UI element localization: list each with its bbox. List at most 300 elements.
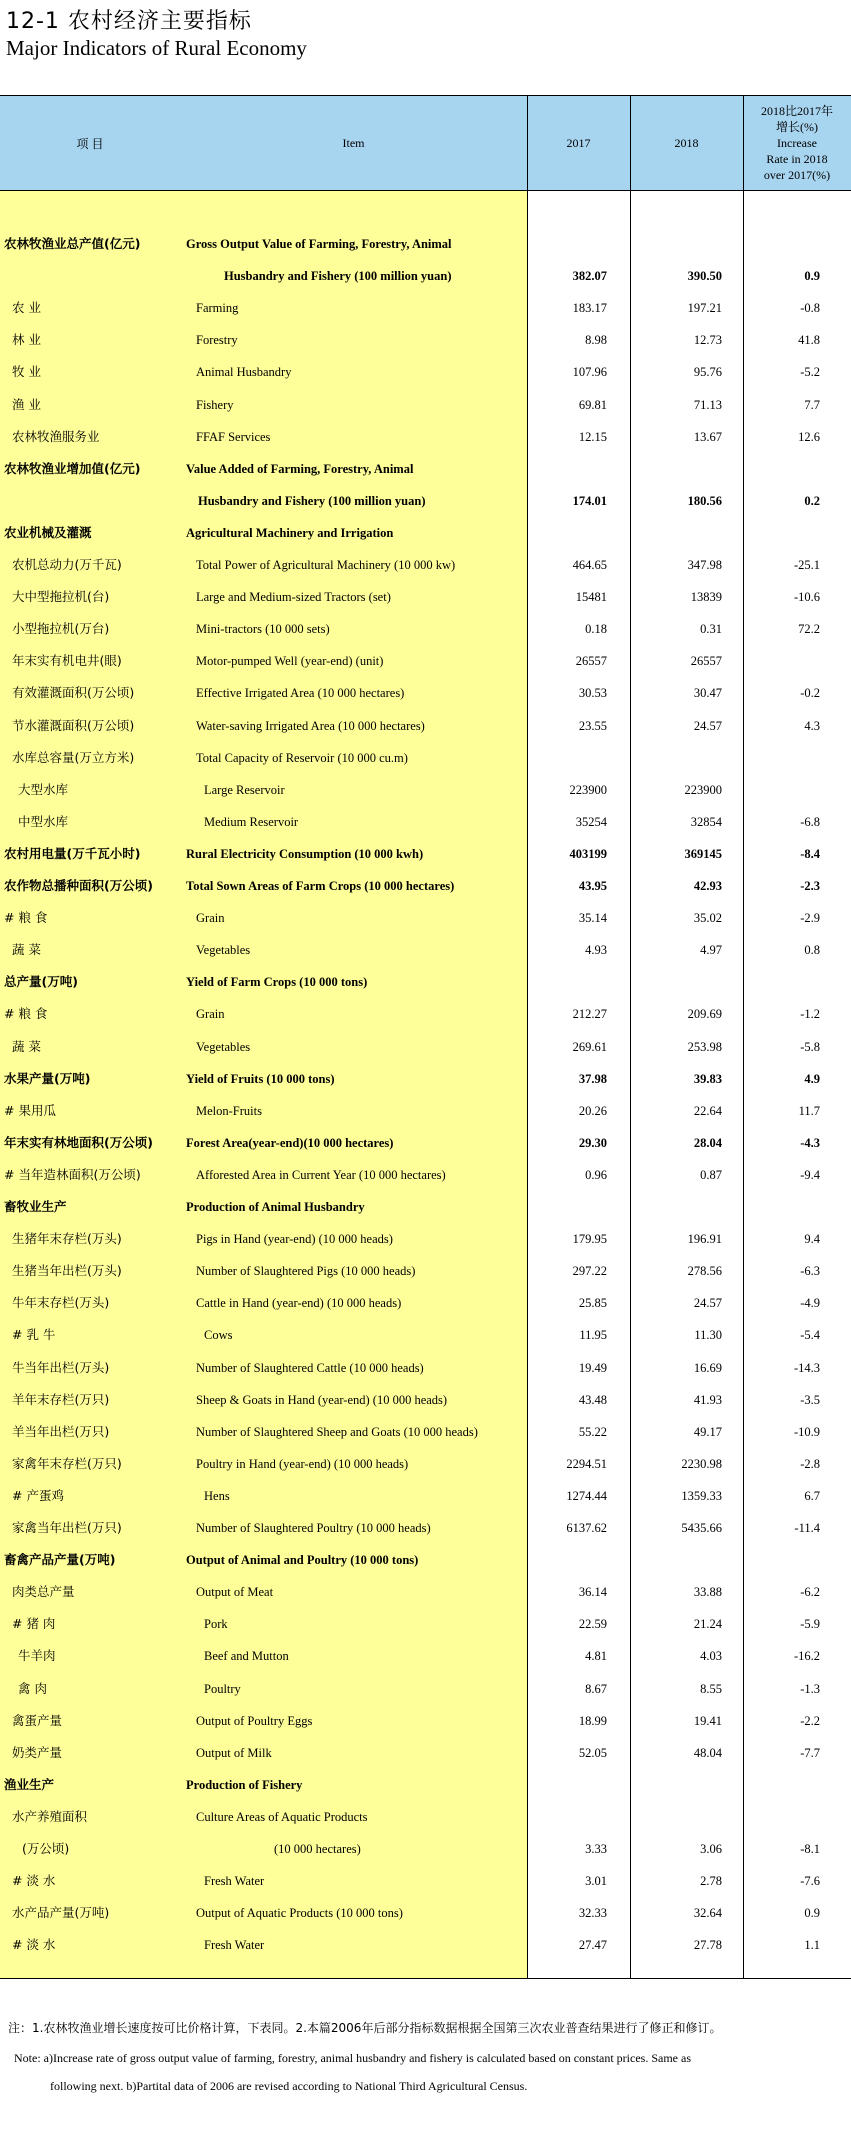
row-label-en: Total Capacity of Reservoir (10 000 cu.m) <box>196 750 408 765</box>
value-2017: 297.22 <box>572 1264 607 1279</box>
value-growth-rate: 41.8 <box>798 333 820 348</box>
value-growth-rate: -1.3 <box>800 1681 820 1696</box>
value-2018: 13.67 <box>693 429 722 444</box>
value-2018: 3.06 <box>700 1842 722 1856</box>
note-en-line2: following next. b)Partital data of 2006 are revised according to National Third Agricultural Census. <box>50 2079 528 2093</box>
value-growth-rate: 0.2 <box>804 493 820 508</box>
table-row <box>0 1159 851 1191</box>
value-growth-rate: -16.2 <box>793 1649 820 1664</box>
value-2017: 11.95 <box>579 1328 607 1343</box>
table-row <box>0 934 851 966</box>
table-row <box>0 677 851 709</box>
value-2017: 3.01 <box>585 1874 607 1889</box>
value-growth-rate: -8.4 <box>800 846 820 861</box>
row-label-en: Sheep & Goats in Hand (year-end) (10 000 heads) <box>196 1392 448 1407</box>
row-label-en: FFAF Services <box>196 429 271 444</box>
row-label-en: Pigs in Hand (year-end) (10 000 heads) <box>196 1232 393 1247</box>
row-label-en: Number of Slaughtered Pigs (10 000 heads) <box>196 1264 416 1279</box>
row-label-cn: # 粮 食 <box>4 910 48 926</box>
value-2018: 8.55 <box>700 1681 722 1696</box>
value-growth-rate: -5.2 <box>800 365 820 380</box>
value-growth-rate: -10.9 <box>793 1424 820 1439</box>
row-label-cn: 节水灌溉面积(万公顷) <box>12 717 135 733</box>
note-cn: 注：1.农林牧渔业增长速度按可比价格计算，下表同。2.本篇2006年后部分指标数据根据全国第三次农业普查结果进行了修正和修订。 <box>8 2021 722 2035</box>
value-2017: 52.05 <box>578 1745 607 1760</box>
value-growth-rate: -25.1 <box>793 558 820 572</box>
value-2018: 30.47 <box>693 686 722 701</box>
row-label-cn: # 果用瓜 <box>4 1102 56 1118</box>
row-label-cn: 水果产量(万吨) <box>4 1070 91 1086</box>
value-growth-rate <box>743 774 820 806</box>
value-growth-rate: 4.9 <box>804 1071 820 1086</box>
row-label-en: Forestry <box>196 333 238 348</box>
row-label-en: Pork <box>204 1617 228 1632</box>
value-2018 <box>630 1191 722 1223</box>
value-growth-rate <box>743 517 820 549</box>
value-2018: 2230.98 <box>681 1456 722 1471</box>
row-label-cn: 家禽当年出栏(万只) <box>12 1520 122 1535</box>
row-label-cn: # 淡 水 <box>12 1937 56 1953</box>
row-label-en: Vegetables <box>196 943 251 958</box>
row-label-en: Total Sown Areas of Farm Crops (10 000 hectares) <box>186 879 455 893</box>
row-label-cn: 水产品产量(万吨) <box>12 1905 110 1921</box>
table-row <box>0 613 851 645</box>
value-2018: 0.31 <box>700 622 722 637</box>
value-growth-rate: 72.2 <box>798 622 820 637</box>
row-label-en: Motor-pumped Well (year-end) (unit) <box>196 654 384 669</box>
value-2018: 197.21 <box>687 301 722 316</box>
row-label-cn: 渔 业 <box>12 396 41 412</box>
value-2017 <box>527 453 607 485</box>
row-label-en: Husbandry and Fishery (100 million yuan) <box>224 269 452 284</box>
value-2017 <box>527 517 607 549</box>
value-growth-rate: -7.6 <box>800 1874 820 1889</box>
value-2018: 0.87 <box>700 1167 722 1182</box>
value-2017: 36.14 <box>578 1585 607 1600</box>
table-row <box>0 485 851 517</box>
table-row <box>0 421 851 453</box>
value-growth-rate <box>743 228 820 260</box>
header-item-cn: 项 目 <box>76 136 104 151</box>
table-row <box>0 1865 851 1897</box>
row-label-cn: 生猪年末存栏(万头) <box>12 1231 122 1247</box>
table-row <box>0 581 851 613</box>
value-2018: 28.04 <box>693 1135 722 1150</box>
value-2018: 39.83 <box>693 1071 722 1086</box>
value-2018: 4.97 <box>700 943 722 958</box>
value-2017 <box>527 1191 607 1223</box>
value-2017: 69.81 <box>578 397 607 412</box>
table-row <box>0 1448 851 1480</box>
value-2017: 23.55 <box>578 718 607 733</box>
row-label-en: Afforested Area in Current Year (10 000 hectares) <box>196 1167 446 1182</box>
table-row <box>0 1576 851 1608</box>
column-divider <box>743 96 744 190</box>
row-label-cn: 奶类产量 <box>12 1744 63 1760</box>
value-2017: 55.22 <box>578 1424 607 1439</box>
value-2017: 183.17 <box>572 301 607 316</box>
value-2018: 223900 <box>684 782 722 797</box>
row-label-cn: 生猪当年出栏(万头) <box>12 1263 122 1279</box>
value-2017: 212.27 <box>572 1007 607 1022</box>
value-2017: 223900 <box>569 782 607 797</box>
table-row <box>0 1352 851 1384</box>
row-label-en: Total Power of Agricultural Machinery (10 000 kw) <box>196 558 456 572</box>
row-label-en: Culture Areas of Aquatic Products <box>196 1809 368 1824</box>
value-2017: 464.65 <box>572 558 607 572</box>
value-growth-rate: 11.7 <box>798 1103 820 1118</box>
value-growth-rate: -6.8 <box>800 814 820 829</box>
row-label-cn: # 产蛋鸡 <box>12 1487 64 1503</box>
header-rate-line: over 2017(%) <box>763 168 831 182</box>
value-2018: 21.24 <box>693 1617 722 1632</box>
value-2018: 209.69 <box>687 1007 722 1022</box>
value-growth-rate: -11.4 <box>794 1521 820 1535</box>
value-2017: 30.53 <box>578 686 607 701</box>
header-rate-line: 2018比2017年 <box>760 104 833 118</box>
value-2017: 6137.62 <box>566 1521 607 1535</box>
table-row <box>0 1673 851 1705</box>
table-row <box>0 1801 851 1833</box>
row-label-cn: 牧 业 <box>12 364 41 380</box>
table-row <box>0 1287 851 1319</box>
row-label-en: Animal Husbandry <box>196 365 292 380</box>
row-label-cn: 羊年末存栏(万只) <box>12 1391 110 1407</box>
row-label-cn: 林 业 <box>12 332 41 348</box>
row-label-cn: 牛羊肉 <box>18 1648 56 1664</box>
row-label-en: Effective Irrigated Area (10 000 hectares) <box>196 686 405 701</box>
value-2017: 107.96 <box>572 365 607 380</box>
value-2018: 196.91 <box>687 1232 722 1247</box>
value-2018: 24.57 <box>693 718 722 733</box>
row-label-cn: 家禽年末存栏(万只) <box>12 1455 122 1471</box>
row-label-cn: 农机总动力(万千瓦) <box>12 557 122 572</box>
value-2018: 41.93 <box>693 1392 722 1407</box>
value-growth-rate: -2.8 <box>800 1456 820 1471</box>
value-2018: 278.56 <box>687 1264 722 1279</box>
value-2018: 32.64 <box>693 1906 722 1921</box>
table-row <box>0 902 851 934</box>
row-label-en: Output of Aquatic Products (10 000 tons) <box>196 1906 403 1921</box>
row-label-cn: 农业机械及灌溉 <box>4 524 92 540</box>
value-2017: 26557 <box>575 654 607 669</box>
indicators-table <box>0 95 851 1979</box>
value-2017 <box>527 228 607 260</box>
value-2017: 18.99 <box>578 1713 607 1728</box>
table-row <box>0 1127 851 1159</box>
table-row <box>0 645 851 677</box>
row-label-en: Output of Milk <box>196 1745 272 1760</box>
value-2017 <box>527 966 607 998</box>
value-2018: 49.17 <box>693 1424 722 1439</box>
table-header <box>0 95 851 191</box>
row-label-cn: 年末实有机电井(眼) <box>12 653 122 669</box>
row-label-en: Gross Output Value of Farming, Forestry, Animal <box>186 237 452 251</box>
row-label-en: Fishery <box>196 397 234 412</box>
value-2017: 12.15 <box>578 429 607 444</box>
value-growth-rate: -0.2 <box>800 686 820 701</box>
value-growth-rate: 12.6 <box>798 429 820 444</box>
value-growth-rate: 4.3 <box>804 718 820 733</box>
row-label-en: Husbandry and Fishery (100 million yuan) <box>198 493 426 508</box>
row-label-en: Output of Animal and Poultry (10 000 tons) <box>186 1553 419 1568</box>
row-label-en: Rural Electricity Consumption (10 000 kwh) <box>186 846 424 861</box>
value-growth-rate: -9.4 <box>800 1167 820 1182</box>
row-label-en: Grain <box>196 1007 225 1022</box>
value-2018: 24.57 <box>693 1296 722 1311</box>
table-row <box>0 1384 851 1416</box>
row-label-cn: 水产养殖面积 <box>12 1808 88 1824</box>
value-growth-rate: 0.9 <box>804 269 820 284</box>
table-row <box>0 1640 851 1672</box>
table-row <box>0 1897 851 1929</box>
value-2017 <box>527 1544 607 1576</box>
row-label-en: Yield of Fruits (10 000 tons) <box>186 1071 335 1086</box>
table-row <box>0 966 851 998</box>
row-label-en: Agricultural Machinery and Irrigation <box>186 525 394 540</box>
value-2017: 8.98 <box>585 333 607 348</box>
table-row <box>0 742 851 774</box>
table-row <box>0 1512 851 1544</box>
value-growth-rate <box>743 645 820 677</box>
table-row <box>0 517 851 549</box>
table-row <box>0 1544 851 1576</box>
row-label-en: Water-saving Irrigated Area (10 000 hectares) <box>196 718 425 733</box>
table-row <box>0 1416 851 1448</box>
row-label-cn: 农村用电量(万千瓦小时) <box>4 845 141 861</box>
header-2018: 2018 <box>674 135 699 150</box>
value-growth-rate: -10.6 <box>793 590 820 605</box>
table-row <box>0 1705 851 1737</box>
table-row <box>0 324 851 356</box>
value-growth-rate: -6.2 <box>800 1585 820 1600</box>
page-title-en: Major Indicators of Rural Economy <box>6 36 307 60</box>
row-label-cn: 农作物总播种面积(万公顷) <box>4 878 153 893</box>
value-2018: 1359.33 <box>681 1488 722 1503</box>
table-row <box>0 998 851 1030</box>
row-label-cn: 牛当年出栏(万头) <box>12 1359 110 1375</box>
table-row <box>0 549 851 581</box>
value-2017: 0.96 <box>585 1167 607 1182</box>
table-row <box>0 389 851 421</box>
row-label-en: Poultry <box>204 1681 241 1696</box>
row-label-en: Number of Slaughtered Poultry (10 000 heads) <box>196 1521 431 1535</box>
value-2017: 15481 <box>575 590 607 605</box>
table-row <box>0 1223 851 1255</box>
row-label-en: Mini-tractors (10 000 sets) <box>196 622 330 637</box>
row-label-en: Farming <box>196 301 239 316</box>
value-2017: 8.67 <box>585 1681 607 1696</box>
value-2017: 3.33 <box>585 1842 607 1856</box>
row-label-en: Production of Animal Husbandry <box>186 1200 365 1214</box>
header-growth-rate <box>743 96 851 190</box>
value-growth-rate: -6.3 <box>800 1264 820 1279</box>
row-label-en: Yield of Farm Crops (10 000 tons) <box>186 975 368 990</box>
value-2018 <box>630 453 722 485</box>
column-divider <box>630 96 631 190</box>
row-label-cn: 小型拖拉机(万台) <box>12 621 110 637</box>
value-2017 <box>527 1769 607 1801</box>
table-row <box>0 1737 851 1769</box>
value-growth-rate <box>743 1191 820 1223</box>
value-2017: 1274.44 <box>566 1488 607 1503</box>
row-label-en: Number of Slaughtered Sheep and Goats (10 000 heads) <box>196 1424 478 1439</box>
table-row <box>0 1191 851 1223</box>
value-growth-rate: -4.3 <box>800 1135 820 1150</box>
value-2018: 27.78 <box>693 1938 722 1953</box>
value-growth-rate: 9.4 <box>804 1232 820 1247</box>
table-row <box>0 260 851 292</box>
value-growth-rate: -5.4 <box>800 1328 820 1343</box>
value-2018: 48.04 <box>693 1745 722 1760</box>
row-label-cn: # 当年造林面积(万公顷) <box>4 1166 141 1182</box>
row-label-cn: 肉类总产量 <box>12 1584 75 1600</box>
value-growth-rate <box>743 1801 820 1833</box>
table-row <box>0 453 851 485</box>
row-label-en: Output of Poultry Eggs <box>196 1713 313 1728</box>
value-growth-rate <box>743 1769 820 1801</box>
row-label-en: Cattle in Hand (year-end) (10 000 heads) <box>196 1296 402 1311</box>
value-2017: 43.95 <box>578 879 607 893</box>
row-label-cn: 农林牧渔业总产值(亿元) <box>4 236 141 251</box>
value-2017: 37.98 <box>578 1071 607 1086</box>
row-label-en: Output of Meat <box>196 1585 274 1600</box>
value-2018: 71.13 <box>693 397 722 412</box>
value-2017: 19.49 <box>578 1360 607 1375</box>
row-label-cn: (万公顷) <box>22 1841 70 1856</box>
row-label-cn: 蔬 菜 <box>12 942 41 958</box>
value-growth-rate: -3.5 <box>800 1392 820 1407</box>
header-item-en: Item <box>342 135 365 150</box>
value-2018: 390.50 <box>687 269 722 284</box>
value-2017 <box>527 1801 607 1833</box>
row-label-en: Value Added of Farming, Forestry, Animal <box>186 461 414 476</box>
value-2018: 19.41 <box>693 1713 722 1728</box>
value-2018: 33.88 <box>693 1585 722 1600</box>
value-2017: 35254 <box>575 814 607 829</box>
value-2018: 32854 <box>690 814 722 829</box>
value-growth-rate: -2.9 <box>800 911 820 926</box>
value-2018: 26557 <box>690 654 722 669</box>
row-label-cn: 羊当年出栏(万只) <box>12 1423 110 1439</box>
table-row <box>0 806 851 838</box>
row-label-cn: 渔业生产 <box>4 1776 55 1792</box>
row-label-en: Fresh Water <box>204 1874 265 1889</box>
value-2018 <box>630 1544 722 1576</box>
table-row <box>0 1255 851 1287</box>
row-label-en: (10 000 hectares) <box>274 1842 361 1856</box>
row-label-en: Grain <box>196 911 225 926</box>
row-label-cn: # 淡 水 <box>12 1873 56 1889</box>
row-label-cn: 蔬 菜 <box>12 1038 41 1054</box>
table-row <box>0 1833 851 1865</box>
row-label-en: Production of Fishery <box>186 1777 303 1792</box>
value-growth-rate: -14.3 <box>793 1360 820 1375</box>
value-2018: 16.69 <box>693 1360 722 1375</box>
value-2018: 11.30 <box>694 1328 722 1343</box>
table-row <box>0 1063 851 1095</box>
row-label-cn: 畜禽产品产量(万吨) <box>4 1552 116 1568</box>
value-2017: 20.26 <box>578 1103 607 1118</box>
table-row <box>0 1929 851 1961</box>
value-2017: 403199 <box>569 846 607 861</box>
row-label-cn: # 粮 食 <box>4 1006 48 1022</box>
row-label-en: Fresh Water <box>204 1938 265 1953</box>
row-label-en: Melon-Fruits <box>196 1103 262 1118</box>
table-row <box>0 1031 851 1063</box>
header-rate-line: Increase <box>777 136 817 150</box>
row-label-cn: 农 业 <box>12 300 41 316</box>
row-label-cn: 中型水库 <box>18 813 69 829</box>
row-label-cn: 水库总容量(万立方米) <box>12 749 135 765</box>
table-body <box>0 191 851 1979</box>
table-row <box>0 1608 851 1640</box>
value-2018 <box>630 517 722 549</box>
value-2018: 5435.66 <box>681 1521 722 1535</box>
row-label-cn: # 猪 肉 <box>12 1616 56 1632</box>
row-label-en: Poultry in Hand (year-end) (10 000 heads) <box>196 1456 409 1471</box>
row-label-cn: 农林牧渔服务业 <box>12 428 100 444</box>
row-label-cn: 农林牧渔业增加值(亿元) <box>4 460 141 476</box>
value-growth-rate: 1.1 <box>804 1938 820 1953</box>
table-row <box>0 1319 851 1351</box>
value-growth-rate: 0.8 <box>804 943 820 958</box>
table-row <box>0 838 851 870</box>
value-2018: 13839 <box>690 590 722 605</box>
value-growth-rate: 7.7 <box>804 397 820 412</box>
value-2017: 269.61 <box>572 1039 607 1054</box>
value-2017: 22.59 <box>578 1617 607 1632</box>
table-row <box>0 710 851 742</box>
value-2017: 174.01 <box>572 493 607 508</box>
value-2017: 4.81 <box>585 1649 607 1664</box>
row-label-cn: 大型水库 <box>18 781 69 797</box>
row-label-en: Vegetables <box>196 1039 251 1054</box>
row-label-cn: 畜牧业生产 <box>4 1199 67 1214</box>
table-row <box>0 1769 851 1801</box>
header-rate-line: 增长(%) <box>776 120 818 134</box>
value-growth-rate <box>743 453 820 485</box>
value-2018 <box>630 742 722 774</box>
row-label-cn: 牛年末存栏(万头) <box>12 1295 110 1311</box>
value-2018 <box>630 1769 722 1801</box>
value-2018: 22.64 <box>693 1103 722 1118</box>
value-2018: 369145 <box>684 846 722 861</box>
row-label-cn: 年末实有林地面积(万公顷) <box>4 1134 153 1150</box>
row-label-en: Forest Area(year-end)(10 000 hectares) <box>186 1135 394 1150</box>
value-growth-rate: -0.8 <box>800 301 820 316</box>
row-label-cn: 禽蛋产量 <box>12 1712 63 1728</box>
row-label-en: Hens <box>204 1488 230 1503</box>
value-2018: 95.76 <box>693 365 722 380</box>
value-2018 <box>630 1801 722 1833</box>
row-label-cn: 禽 肉 <box>18 1680 47 1696</box>
value-growth-rate: -5.8 <box>800 1039 820 1054</box>
table-row <box>0 1095 851 1127</box>
row-label-en: Medium Reservoir <box>204 814 299 829</box>
row-label-en: Cows <box>204 1328 233 1343</box>
value-2018 <box>630 228 722 260</box>
value-growth-rate <box>743 742 820 774</box>
table-row <box>0 228 851 260</box>
value-2017: 27.47 <box>578 1938 607 1953</box>
value-growth-rate: -2.2 <box>800 1713 820 1728</box>
header-rate-line: Rate in 2018 <box>766 152 828 166</box>
value-2018: 4.03 <box>700 1649 722 1664</box>
value-growth-rate: -4.9 <box>800 1296 820 1311</box>
row-label-en: Beef and Mutton <box>204 1649 289 1664</box>
value-growth-rate: -7.7 <box>800 1745 820 1760</box>
